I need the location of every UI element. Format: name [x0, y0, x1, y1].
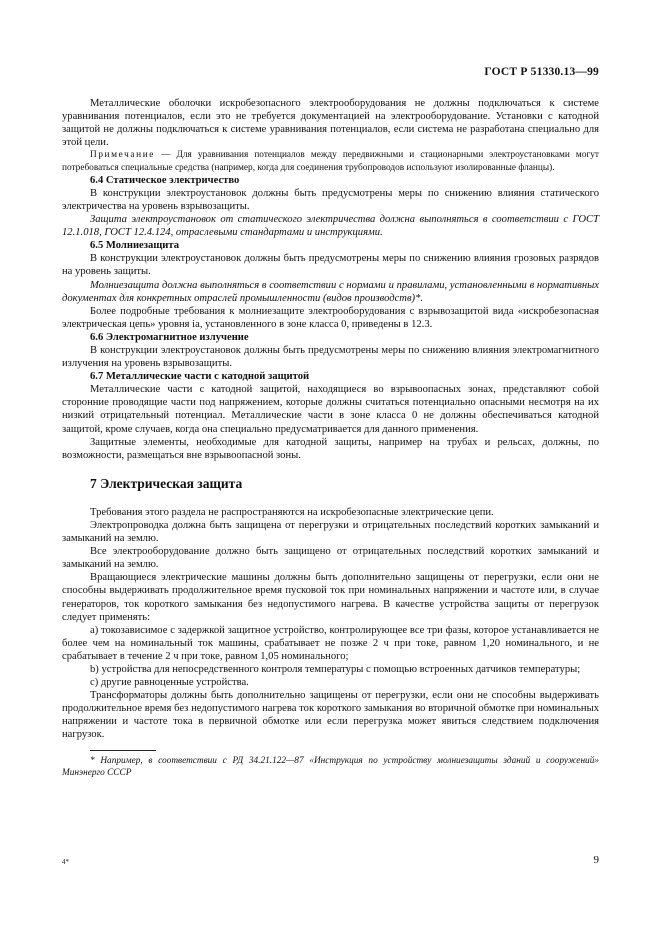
subsection-title-6-4: 6.4 Статическое электричество [90, 174, 240, 186]
subsection-title-6-7: 6.7 Металлические части с катодной защитой [90, 371, 310, 383]
paragraph: Электропроводка должна быть защищена от перегрузки и отрицательных последствий коротких замыканий и замыканий на землю. [62, 519, 599, 545]
paragraph: Металлические части с катодной защитой, находящиеся во взрывоопасных зонах, представляют собой сторонние проводящие части под напряжением, которые должны считаться потенциально опасными несмотря на их низкий отрицательный потенциал. Металлические части в зоне класса 0 не должны обеспечиваться катодной защитой, кроме случаев, когда она специально предусматривается для данного применения. [62, 384, 599, 435]
paragraph: Требования этого раздела не распространяются на искробезопасные электрические цепи. [90, 506, 494, 518]
paragraph: Защитные элементы, необходимые для катодной защиты, например на трубах и рельсах, должны, по возможности, размещаться вне взрывоопасной зоны. [62, 436, 599, 461]
document-code-header: ГОСТ Р 51330.13—99 [484, 66, 599, 78]
paragraph: Все электрооборудование должно быть защищено от отрицательных последствий коротких замыканий и замыканий на землю. [62, 546, 599, 571]
paragraph: В конструкции электроустановок должны быть предусмотрены меры по снижению влияния статического электричества на уровень взрывозащиты. [62, 187, 599, 212]
paragraph: Вращающиеся электрические машины должны быть дополнительно защищены от перегрузки, если они не способны выдерживать продолжительное время пусковой ток при номинальных напряжении и частоте или, в случае генераторов, ток короткого замыкания без недопустимого нагрева. В качестве устройства защиты от перегрузок следует применять: [62, 572, 599, 623]
paragraph: Трансформаторы должны быть дополнительно защищены от перегрузки, если они не способны выдерживать продолжительное время без недопустимого нагрева ток короткого замыкания во вторичной обмотке при номинальных напряжении и частоте тока в первичной обмотке или если перегрузка может явиться следствием подключения нагрузок. [62, 690, 599, 741]
paragraph-italic: Защита электроустановок от статического электричества должна выполняться в соответствии с ГОСТ 12.1.018, ГОСТ 12.4.124, отраслевыми стандартами и инструкциями. [62, 214, 599, 239]
paragraph: В конструкции электроустановок должны быть предусмотрены меры по снижению влияния грозовых разрядов на уровень защиты. [62, 253, 599, 278]
subsection-title-6-6: 6.6 Электромагнитное излучение [90, 331, 249, 343]
page-body [62, 97, 599, 779]
note-label: Примечание [90, 150, 155, 161]
footnote: * Например, в соответствии с РД 34.21.122—87 «Инструкция по устройству молниезащиты зданий и сооружений» Минэнерго СССР [62, 755, 599, 778]
footnote-divider [90, 750, 156, 751]
paragraph: В конструкции электроустановок должны быть предусмотрены меры по снижению влияния электромагнитного излучения на уровень взрывозащиты. [62, 345, 599, 370]
list-item-c: с) другие равноценные устройства. [90, 677, 249, 689]
list-item-a: а) токозависимое с задержкой защитное устройство, контролирующее все три фазы, которое устанавливается не более чем на номинальный ток машины, срабатывает не позже 2 ч при токе, равном 1,20 номинального, и не срабатывает в течение 2 ч при токе, равном 1,05 номинального; [62, 624, 599, 662]
subsection-title-6-5: 6.5 Молниезащита [90, 240, 179, 252]
note [62, 149, 599, 173]
paragraph-italic: Молниезащита должна выполняться в соответствии с нормами и правилами, установленными в нормативных документах для конкретных отраслей промышленности (видов производств)*. [62, 279, 599, 304]
paragraph: Металлические оболочки искробезопасного электрооборудования не должны подключаться к системе уравнивания потенциалов, если это не требуется документацией на электрооборудование. Установки с катодной защитой не должны подключаться к системе уравнивания потенциалов, если система не разработана специально для этой цели. [62, 98, 599, 149]
paragraph: Более подробные требования к молниезащите электрооборудования с взрывозащитой вида «искробезопасная электрическая цепь» уровня ia, установленного в зоне класса 0, приведены в 12.3. [62, 305, 599, 330]
section-title-7: 7 Электрическая защита [90, 475, 243, 491]
note-text: — Для уравнивания потенциалов между передвижными и стационарными электроустановками могут потребоваться специальные средства (например, когда для соединения трубопроводов используют изолированные фланцы). [62, 150, 599, 173]
sheet-mark: 4* [62, 858, 69, 866]
list-item-b: b) устройства для непосредственного контроля температуры с помощью встроенных датчиков температуры; [90, 663, 581, 675]
page-number: 9 [593, 854, 599, 866]
